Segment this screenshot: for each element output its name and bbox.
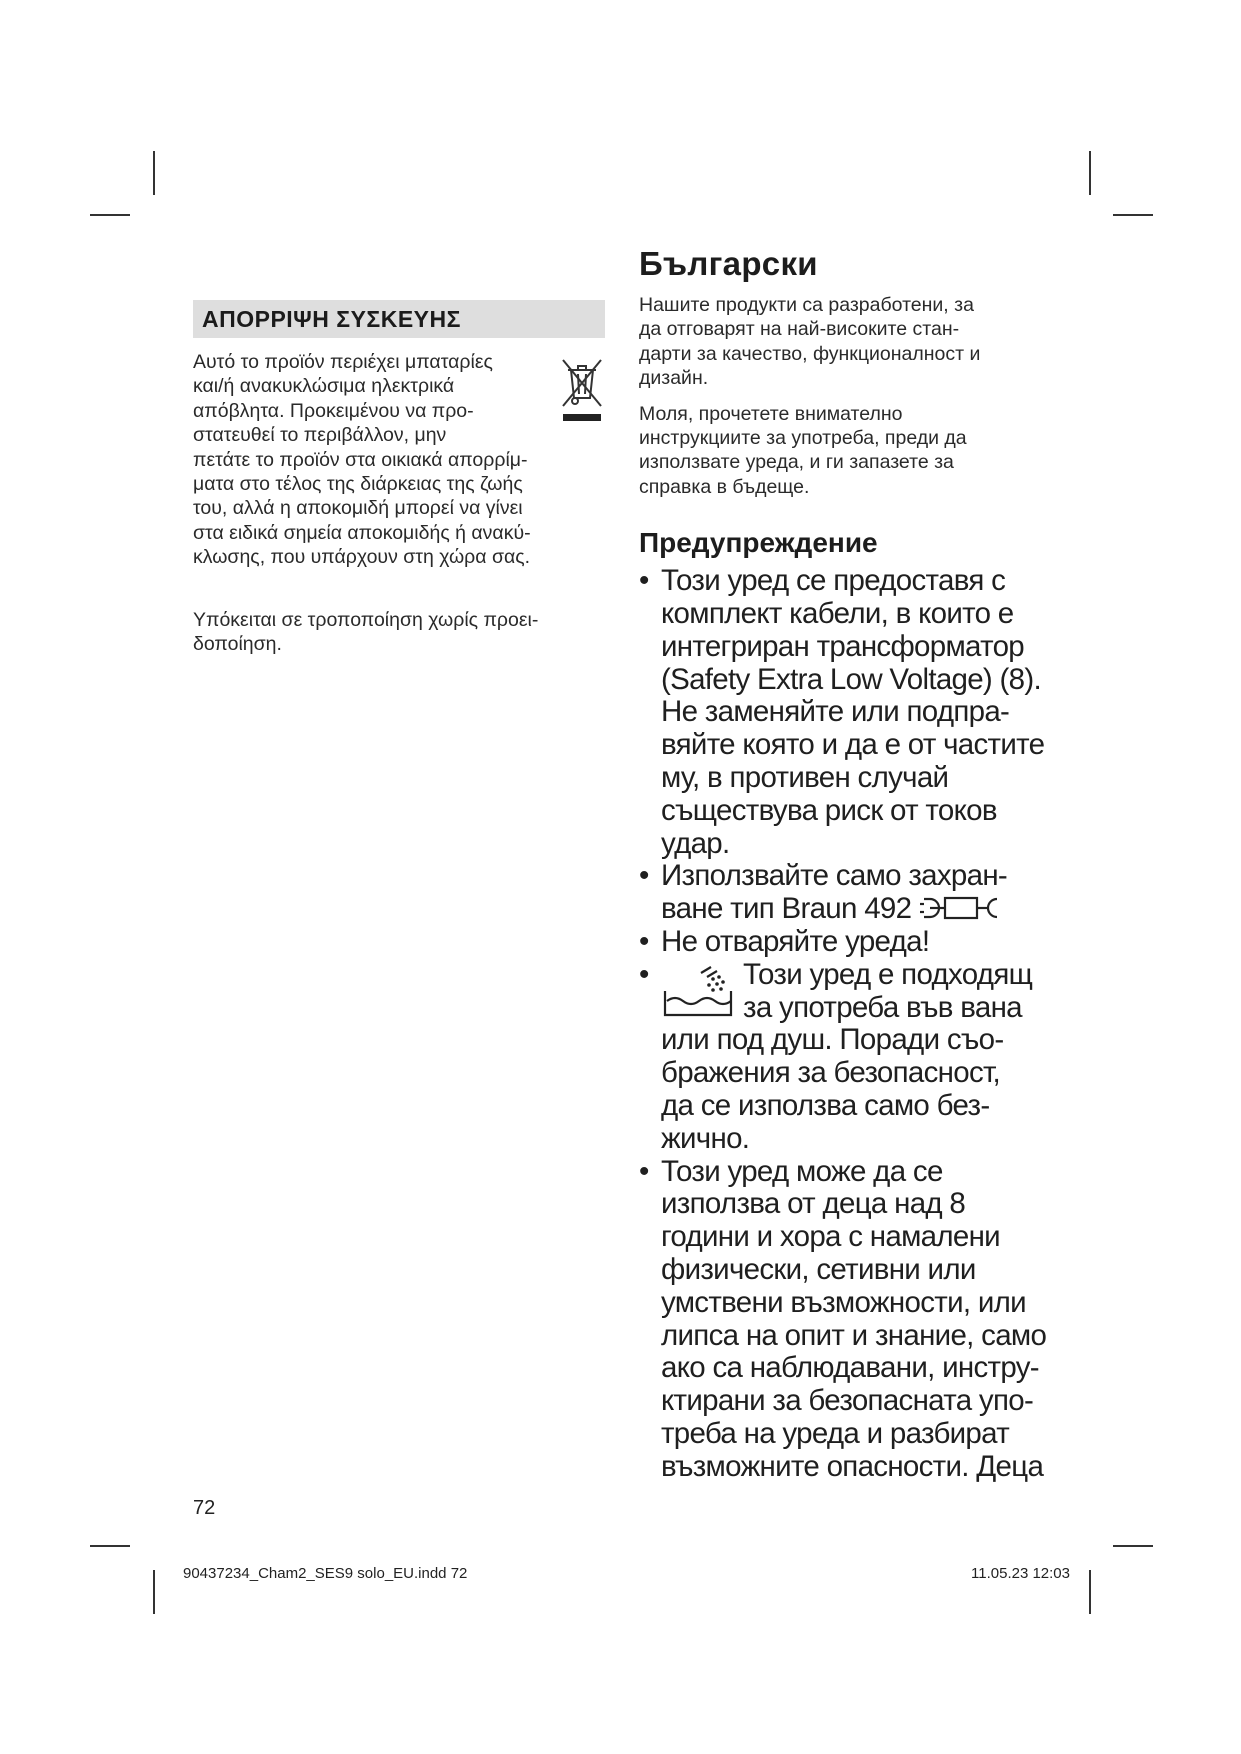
modification-note: Υπόκειται σε τροποποίηση χωρίς προει- δοποίηση. (193, 608, 539, 656)
language-title: Български (639, 245, 818, 282)
greek-section (193, 300, 605, 656)
warning-list (639, 565, 1059, 1483)
crop-mark (90, 1545, 130, 1547)
bulgarian-section (639, 245, 1059, 1484)
crop-mark (153, 1570, 155, 1614)
crop-mark (153, 151, 155, 195)
page-number: 72 (193, 1497, 216, 1519)
crop-mark (1113, 214, 1153, 216)
crop-mark (1089, 1570, 1091, 1614)
crop-mark (90, 214, 130, 216)
bath-shower-icon (661, 965, 735, 1021)
footer-datetime: 11.05.23 12:03 (971, 1565, 1070, 1582)
disposal-text: Αυτό το προϊόν περιέχει μπαταρίες και/ή ανακυκλώσιμα ηλεκτρικά απόβλητα. Προκειμένου να προ- στατευθεί το περιβάλλον, μην πετάτε το προϊόν στα οικιακά απορρίμ- ματα στο τέλος της διάρκειας της ζωής του, αλλά η αποκομιδή μπορεί να γίνει στα ειδικά σημεία αποκομιδής ή ανακύ- κλωσης, που υπάρχουν στη χώρα σας. (193, 350, 605, 570)
section-heading: ΑΠΟΡΡΙΨΗ ΣΥΣΚΕΥΗΣ (193, 300, 605, 338)
list-item: • Не отваряйте уреда! (639, 926, 1059, 959)
power-supply-icon (919, 893, 1005, 923)
instructions-paragraph: Моля, прочетете внимателно инструкциите за употреба, преди да използвате уреда, и ги запазете за справка в бъдеще. (639, 402, 967, 498)
crop-mark (1113, 1545, 1153, 1547)
list-item: • Този уред се предоставя с комплект кабели, в които е интегриран трансформатор (Safety Extra Low Voltage) (8). Не заменяйте или подпра- вяйте която и да е от частите му, в противен случай съществува риск от токов удар. (639, 565, 1059, 860)
warning-heading: Предупреждение (639, 527, 878, 559)
weee-bin-icon (559, 356, 605, 424)
list-item: • Този уред може да се използва от деца над 8 години и хора с намалени физически, сетивни или умствени възможности, или липса на опит и знание, само ако са наблюдавани, инстру- ктирани за безопасната упо- треба на уреда и разбират възможните опасности. Деца (639, 1156, 1059, 1484)
footer-file-info: 90437234_Cham2_SES9 solo_EU.indd 72 (183, 1565, 468, 1582)
list-item: • Този уред е подходящ за употреба във вана или под душ. Поради съо- бражения за безопасност, да се използва само без- жично. (639, 959, 1059, 1156)
list-item: • Използвайте само захран- ване тип Braun 492 (639, 860, 1059, 926)
crop-mark (1089, 151, 1091, 195)
intro-paragraph: Нашите продукти са разработени, за да отговарят на най-високите стан- дарти за качество, функционалност и дизайн. (639, 294, 981, 390)
